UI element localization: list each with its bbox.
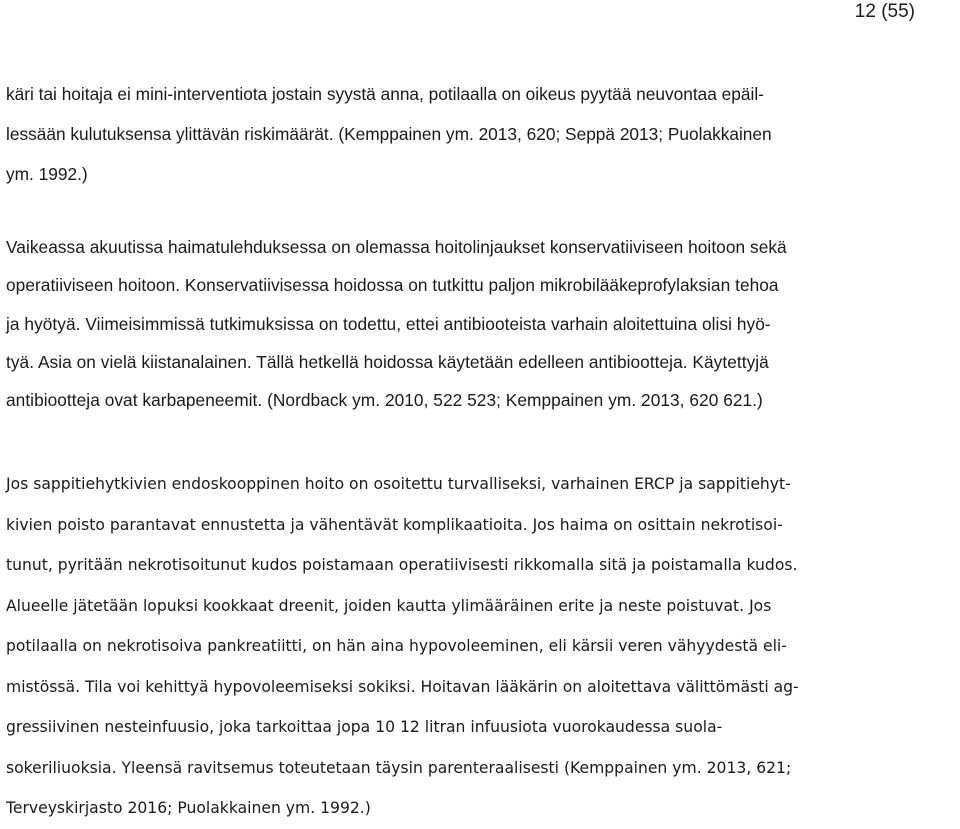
text-line: kivien poisto parantavat ennustetta ja vähentävät komplikaatioita. Jos haima on osittain nekrotisoi-	[6, 515, 783, 534]
text-line: tyä. Asia on vielä kiistanalainen. Tällä hetkellä hoidossa käytetään edelleen antibiootteja. Käytettyjä	[6, 351, 769, 372]
text-line: mistössä. Tila voi kehittyä hypovoleemiseksi sokiksi. Hoitavan lääkärin on aloitettava välittömästi ag-	[6, 677, 799, 696]
text-line: ym. 1992.)	[6, 164, 88, 184]
text-line: antibiootteja ovat karbapeneemit. (Nordback ym. 2010, 522 523; Kemppainen ym. 2013, 620 621.)	[6, 390, 763, 411]
text-line: Terveyskirjasto 2016; Puolakkainen ym. 1992.)	[6, 799, 371, 817]
paragraph-1	[6, 74, 942, 194]
text-line: ja hyötyä. Viimeisimmissä tutkimuksissa on todettu, ettei antibiooteista varhain aloitettuina olisi hyö-	[6, 313, 771, 334]
text-line: operatiiviseen hoitoon. Konservatiivisessa hoidossa on tutkittu paljon mikrobilääkeprofylaksian tehoa	[6, 275, 779, 296]
page-number: 12 (55)	[854, 1, 915, 22]
paragraph-2	[6, 228, 942, 419]
text-line: sokeriliuoksia. Yleensä ravitsemus toteutetaan täysin parenteraalisesti (Kemppainen ym. 2013, 621;	[6, 758, 792, 777]
paragraph-3	[6, 464, 942, 829]
text-line: tunut, pyritään nekrotisoitunut kudos poistamaan operatiivisesti rikkomalla sitä ja poistamalla kudos.	[6, 556, 798, 574]
text-line: käri tai hoitaja ei mini-interventiota jostain syystä anna, potilaalla on oikeus pyytää neuvontaa epäil-	[6, 84, 764, 104]
text-line: lessään kulutuksensa ylittävän riskimäärät. (Kemppainen ym. 2013, 620; Seppä 2013; Puolakkainen	[6, 124, 772, 144]
text-line: Alueelle jätetään lopuksi kookkaat dreenit, joiden kautta ylimääräinen erite ja neste poistuvat. Jos	[6, 596, 772, 615]
text-line: Jos sappitiehytkivien endoskooppinen hoito on osoitettu turvalliseksi, varhainen ERCP ja sappitiehyt-	[6, 475, 791, 493]
text-line: potilaalla on nekrotisoiva pankreatiitti, on hän aina hypovoleeminen, eli kärsii veren vähyydestä eli-	[6, 637, 787, 655]
text-line: Vaikeassa akuutissa haimatulehduksessa on olemassa hoitolinjaukset konservatiiviseen hoitoon sekä	[6, 237, 787, 257]
text-line: gressiivinen nesteinfuusio, joka tarkoittaa jopa 10 12 litran infuusiota vuorokaudessa suola-	[6, 718, 723, 736]
